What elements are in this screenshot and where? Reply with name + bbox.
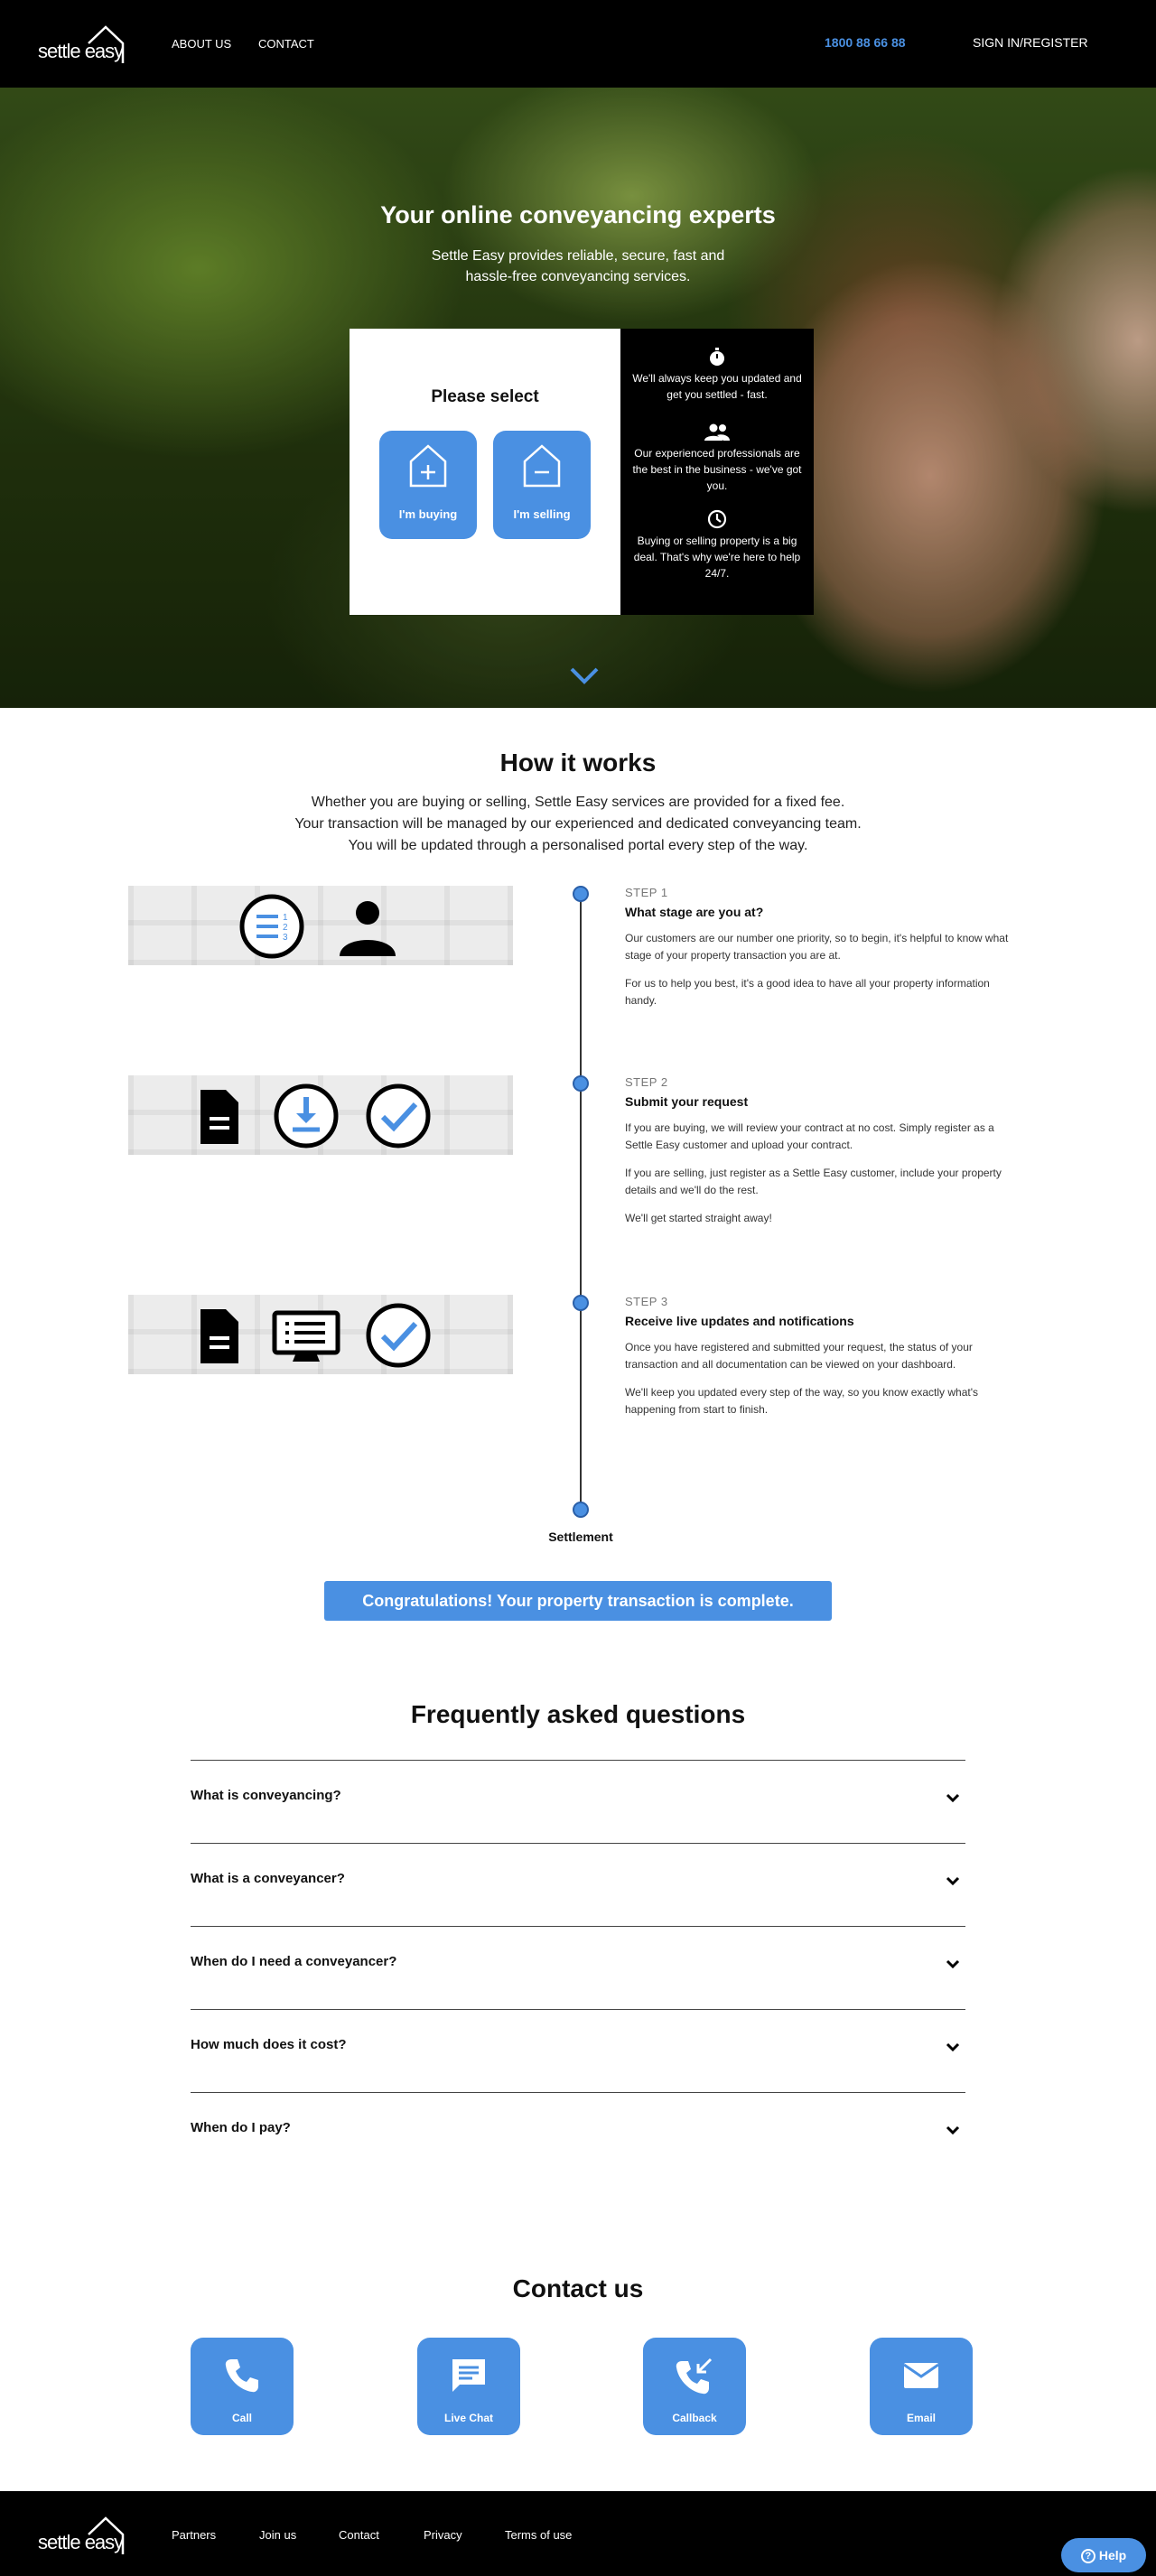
step-1-text xyxy=(625,886,1022,1009)
logo-text: settle easy xyxy=(38,2531,124,2553)
help-label: Help xyxy=(1098,2548,1127,2562)
chevron-down-icon xyxy=(946,2042,960,2053)
info-item-experienced xyxy=(629,423,805,494)
faq-item[interactable] xyxy=(191,2009,965,2092)
live-chat-button[interactable] xyxy=(417,2338,520,2435)
person-icon xyxy=(334,893,401,960)
step-1-para-2: For us to help you best, it's a good idea to have all your property information handy. xyxy=(625,977,990,1007)
stopwatch-icon xyxy=(708,347,726,367)
hero-subtitle: Settle Easy provides reliable, secure, fast and hassle-free conveyancing services. xyxy=(431,248,725,284)
svg-text:1: 1 xyxy=(283,913,288,923)
footer-link-partners[interactable]: Partners xyxy=(172,2528,217,2542)
faq-list xyxy=(191,1760,965,2175)
select-title: Please select xyxy=(431,387,539,406)
step-2-para-3: We'll get started straight away! xyxy=(625,1212,772,1224)
timeline-dot-step-2 xyxy=(573,1075,589,1092)
faq-question: What is conveyancing? xyxy=(191,1788,341,1803)
dashboard-monitor-icon xyxy=(269,1302,343,1369)
faq-question: When do I pay? xyxy=(191,2120,291,2135)
step-2-para-1: If you are buying, we will review your contract at no cost. Simply register as a Settle Easy customer and upload your contract. xyxy=(625,1121,994,1151)
email-label: Email xyxy=(906,2412,936,2424)
faq-question: How much does it cost? xyxy=(191,2037,347,2052)
step-2-label: STEP 2 xyxy=(625,1075,668,1089)
phone-number[interactable]: 1800 88 66 88 xyxy=(825,35,906,50)
timeline-dot-settlement xyxy=(573,1502,589,1518)
call-label: Call xyxy=(231,2412,252,2424)
hero-title: Your online conveyancing experts xyxy=(380,201,776,228)
faq-question: When do I need a conveyancer? xyxy=(191,1954,397,1969)
sign-in-register-link[interactable]: SIGN IN/REGISTER xyxy=(973,35,1088,50)
step-1-heading: What stage are you at? xyxy=(625,905,764,919)
chevron-down-icon xyxy=(946,1876,960,1887)
info-text-fast: We'll always keep you updated and get you settled - fast. xyxy=(632,372,802,401)
callback-button[interactable] xyxy=(643,2338,746,2435)
footer-link-join-us[interactable]: Join us xyxy=(259,2528,297,2542)
house-logo-icon xyxy=(85,2515,126,2556)
email-icon xyxy=(901,2356,941,2395)
step-2-illustration xyxy=(128,1075,513,1155)
step-3-heading: Receive live updates and notifications xyxy=(625,1314,854,1328)
nav-contact[interactable]: CONTACT xyxy=(258,37,314,51)
info-text-experienced: Our experienced professionals are the best in the business - we've got you. xyxy=(632,447,802,492)
contact-title: Contact us xyxy=(512,2274,644,2302)
email-button[interactable] xyxy=(870,2338,973,2435)
footer xyxy=(0,2491,1156,2576)
timeline-dot-step-1 xyxy=(573,886,589,902)
faq-item[interactable] xyxy=(191,1843,965,1926)
faq-title: Frequently asked questions xyxy=(410,1700,746,1728)
numbered-list-icon xyxy=(238,893,305,960)
step-3-text xyxy=(625,1295,1022,1418)
info-text-support: Buying or selling property is a big deal. That's why we're here to help 24/7. xyxy=(633,535,801,580)
house-plus-icon xyxy=(408,443,448,488)
callback-label: Callback xyxy=(672,2412,717,2424)
faq-item[interactable] xyxy=(191,1760,965,1843)
help-button[interactable] xyxy=(1061,2538,1146,2572)
footer-link-contact[interactable]: Contact xyxy=(339,2528,379,2542)
checkmark-icon xyxy=(365,1083,432,1149)
chat-icon xyxy=(449,2356,489,2395)
download-icon xyxy=(273,1083,340,1149)
document-icon xyxy=(193,1302,244,1369)
svg-text:3: 3 xyxy=(283,933,288,943)
steps-timeline xyxy=(0,886,1156,1581)
selling-label: I'm selling xyxy=(513,507,571,521)
buying-button[interactable] xyxy=(379,431,477,539)
info-item-support xyxy=(629,509,805,581)
top-bar xyxy=(0,0,1156,88)
info-item-fast xyxy=(629,347,805,403)
live-chat-label: Live Chat xyxy=(443,2412,493,2424)
buying-label: I'm buying xyxy=(398,507,458,521)
step-1-label: STEP 1 xyxy=(625,886,668,899)
callback-icon xyxy=(675,2356,714,2395)
people-icon xyxy=(704,423,731,442)
faq-item[interactable] xyxy=(191,2092,965,2175)
checkmark-icon xyxy=(365,1302,432,1369)
help-icon: ? xyxy=(1081,2549,1095,2563)
hero-section xyxy=(0,88,1156,708)
timeline-dot-step-3 xyxy=(573,1295,589,1311)
how-it-works-title: How it works xyxy=(499,749,657,777)
call-button[interactable] xyxy=(191,2338,294,2435)
step-3-illustration xyxy=(128,1295,513,1374)
step-3-label: STEP 3 xyxy=(625,1295,668,1308)
house-minus-icon xyxy=(522,443,562,488)
step-2-heading: Submit your request xyxy=(625,1094,749,1109)
selling-button[interactable] xyxy=(493,431,591,539)
chevron-down-icon xyxy=(946,2125,960,2136)
clock-icon xyxy=(707,509,727,529)
chevron-down-icon xyxy=(946,1959,960,1970)
select-panel xyxy=(350,329,620,615)
intro-line: Whether you are buying or selling, Settle Easy services are provided for a fixed fee. xyxy=(311,795,845,810)
step-1-illustration xyxy=(128,886,513,965)
step-2-text xyxy=(625,1075,1022,1227)
timeline-line xyxy=(580,895,582,1513)
intro-line: Your transaction will be managed by our experienced and dedicated conveyancing team. xyxy=(294,816,862,832)
step-1-para-1: Our customers are our number one priority, so to begin, it's helpful to know what stage of your property transaction you are at. xyxy=(625,932,1009,962)
faq-question: What is a conveyancer? xyxy=(191,1871,345,1886)
step-3-para-2: We'll keep you updated every step of the way, so you know exactly what's happening from start to finish. xyxy=(625,1386,979,1416)
svg-text:2: 2 xyxy=(283,923,288,933)
footer-link-terms[interactable]: Terms of use xyxy=(505,2528,573,2542)
document-icon xyxy=(193,1083,244,1149)
info-panel xyxy=(620,329,814,615)
intro-line: You will be updated through a personalised portal every step of the way. xyxy=(348,838,808,853)
congratulations-banner: Congratulations! Your property transaction is complete. xyxy=(324,1581,832,1621)
footer-logo[interactable] xyxy=(38,2515,128,2556)
logo[interactable] xyxy=(38,23,128,65)
phone-icon xyxy=(222,2356,262,2395)
footer-link-privacy[interactable]: Privacy xyxy=(424,2528,462,2542)
nav-about-us[interactable]: ABOUT US xyxy=(172,37,232,51)
house-logo-icon xyxy=(85,23,126,65)
step-2-para-2: If you are selling, just register as a Settle Easy customer, include your property details and we'll do the rest. xyxy=(625,1167,1002,1196)
settlement-label: Settlement xyxy=(548,1530,613,1544)
step-3-para-1: Once you have registered and submitted your request, the status of your transaction and all documentation can be viewed on your dashboard. xyxy=(625,1341,973,1371)
logo-text: settle easy xyxy=(38,40,124,62)
contact-buttons xyxy=(0,2338,1156,2435)
how-it-works-intro xyxy=(0,792,1156,857)
scroll-down-chevron-icon[interactable] xyxy=(569,665,600,685)
faq-item[interactable] xyxy=(191,1926,965,2009)
chevron-down-icon xyxy=(946,1793,960,1804)
